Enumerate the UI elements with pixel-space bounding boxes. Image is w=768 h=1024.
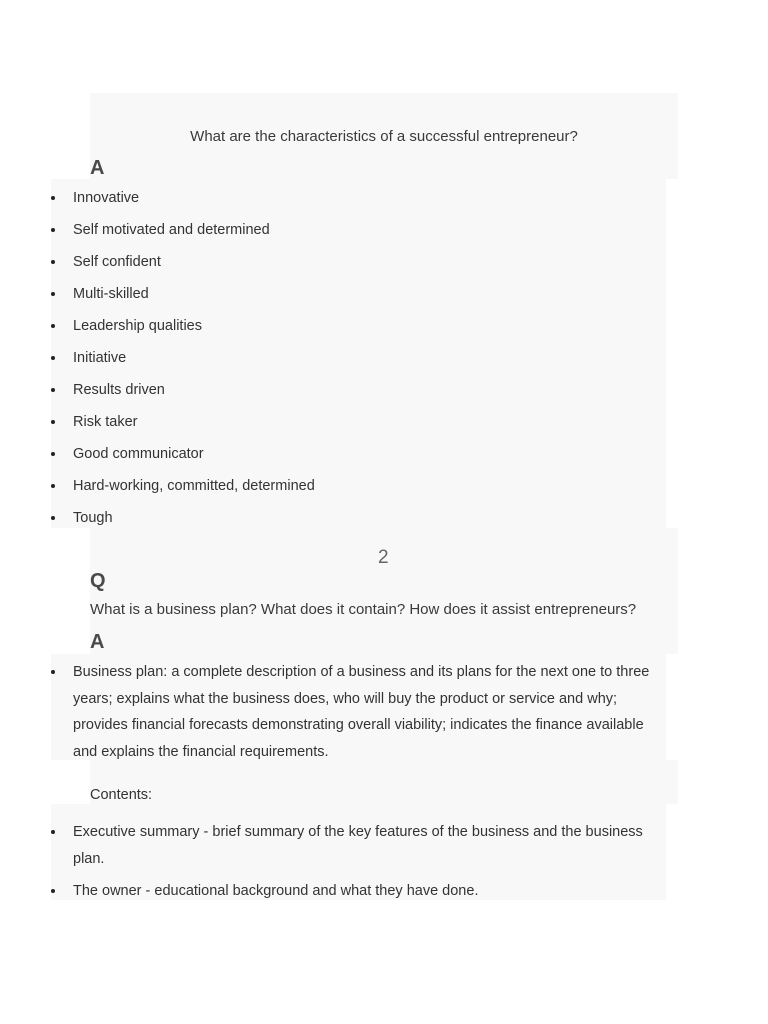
list-item: Risk taker — [0, 411, 680, 443]
answer-label-2: A — [90, 631, 105, 653]
list-item: Business plan: a complete description of a business and its plans for the next one to three years; explains what the business does, who will buy the product or service and why; provides financial forecasts demonstrating overall viability; indicates the finance available and explains the financial requirements. — [0, 659, 768, 765]
list-item: Executive summary - brief summary of the key features of the business and the business plan. — [0, 819, 768, 872]
list-item: Tough — [0, 507, 680, 539]
list-item: Hard-working, committed, determined — [0, 475, 680, 507]
list-item: Leadership qualities — [0, 315, 680, 347]
list-item: Good communicator — [0, 443, 680, 475]
list-item: Innovative — [0, 187, 680, 219]
list-item: Multi-skilled — [0, 283, 680, 315]
answer-list-2 — [0, 659, 768, 765]
list-item: The owner - educational background and what they have done. — [0, 878, 768, 905]
list-item: Results driven — [0, 379, 680, 411]
list-item: Initiative — [0, 347, 680, 379]
question-text-1: What are the characteristics of a successful entrepreneur? — [190, 128, 578, 145]
question-label-2: Q — [90, 570, 106, 592]
contents-label: Contents: — [90, 787, 153, 803]
answer-label-1: A — [90, 157, 105, 179]
contents-list — [0, 819, 768, 905]
list-item: Self motivated and determined — [0, 219, 680, 251]
answer-list-1 — [0, 187, 680, 539]
card-number: 2 — [378, 547, 389, 568]
question-text-2: What is a business plan? What does it contain? How does it assist entrepreneurs? — [90, 601, 637, 618]
list-item: Self confident — [0, 251, 680, 283]
contents-block — [90, 760, 678, 804]
